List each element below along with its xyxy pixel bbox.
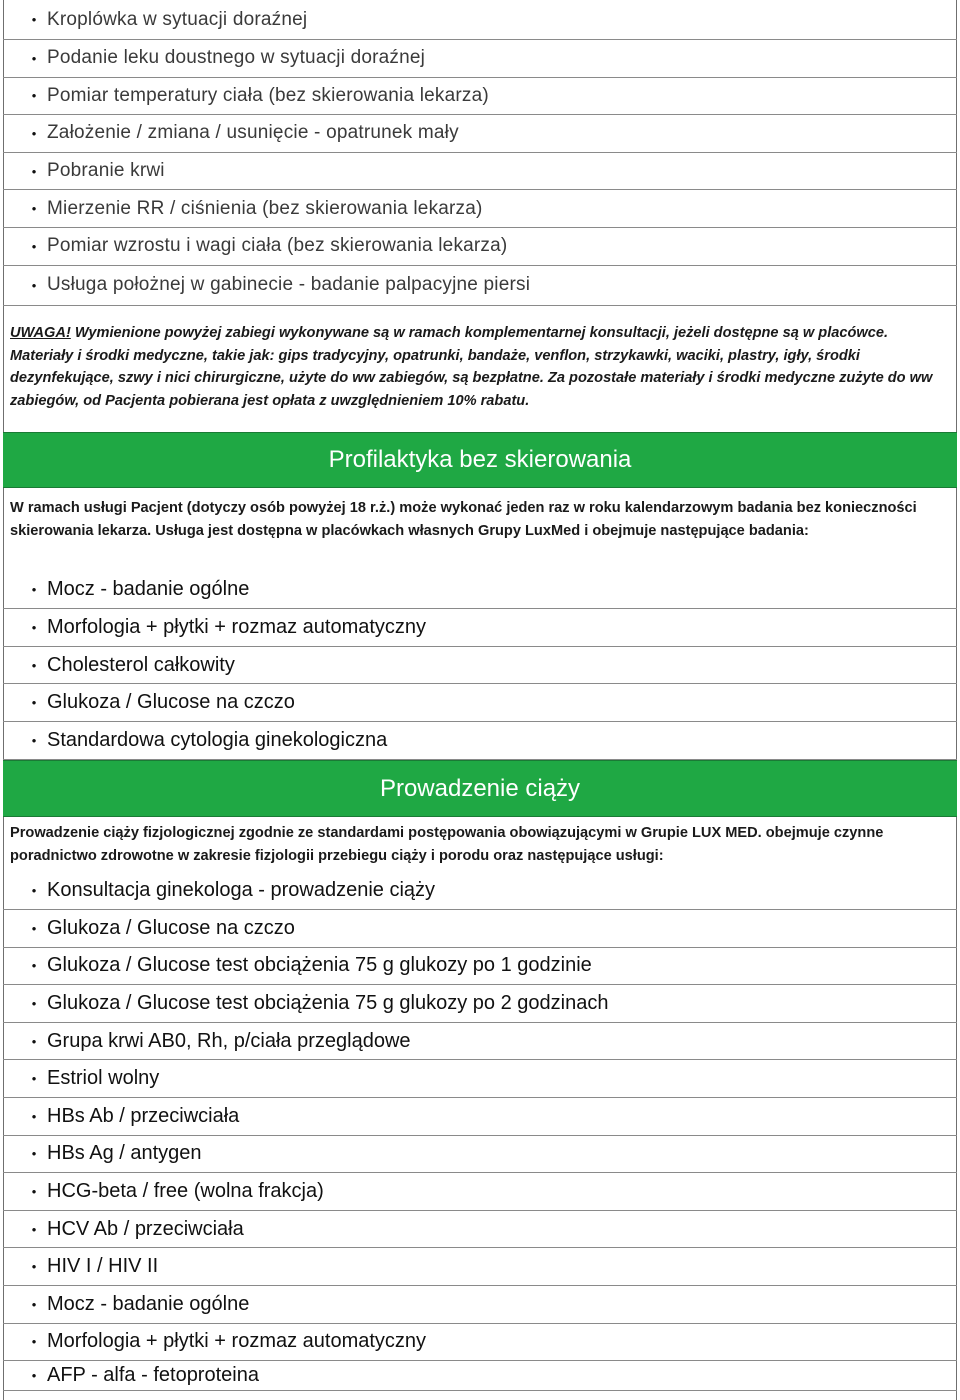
list-item-label: Glukoza / Glucose test obciążenia 75 g glukozy po 2 godzinach [47,991,609,1014]
bullet-icon: • [31,238,37,254]
list-item [3,266,957,306]
bullet-icon: • [31,1259,37,1275]
list-item-label: Glukoza / Glucose na czczo [47,916,295,939]
list-item [3,609,957,647]
list-item [3,1361,957,1391]
list-item-label: Konsultacja ginekologa - prowadzenie ciąży [47,879,436,901]
list-item-label: HIV I / HIV II [47,1255,159,1278]
bullet-icon: • [31,1033,37,1049]
list-item-label: Pomiar wzrostu i wagi ciała (bez skierowania lekarza) [47,235,508,257]
bullet-icon: • [31,695,37,711]
bullet-icon: • [31,920,37,936]
list-item-label: HCV Ab / przeciwciała [47,1217,244,1240]
list-item [3,1136,957,1174]
list-item [3,78,957,116]
bullet-icon: • [31,88,37,104]
list-item-label: Podanie leku doustnego w sytuacji doraźnej [47,47,426,69]
list-item-label: Glukoza / Glucose test obciążenia 75 g glukozy po 1 godzinie [47,954,592,977]
list-item-label: Założenie / zmiana / usunięcie - opatrunek mały [47,122,459,144]
section-title-pregnancy: Prowadzenie ciąży [379,774,581,802]
list-item [3,0,957,40]
bullet-icon: • [31,619,37,635]
list-item-label: Kroplówka w sytuacji doraźnej [47,8,308,30]
bullet-icon: • [31,201,37,217]
list-item-label: Pomiar temperatury ciała (bez skierowania lekarza) [47,84,489,106]
list-item-label: AFP - alfa - fetoproteina [47,1364,259,1387]
list-item-label: Standardowa cytologia ginekologiczna [47,728,388,751]
list-item [3,153,957,191]
list-item [3,647,957,685]
bullet-icon: • [31,163,37,179]
list-item-label: Cholesterol całkowity [47,653,235,676]
list-item [3,228,957,266]
list-item [3,985,957,1023]
section-title-prophylaxis: Profilaktyka bez skierowania [328,446,632,473]
list-item-label: Mierzenie RR / ciśnienia (bez skierowania lekarza) [47,197,483,219]
list-item-label: HBs Ab / przeciwciała [47,1104,240,1127]
list-item-label: Mocz - badanie ogólne [47,578,250,600]
bullet-icon: • [31,1146,37,1162]
warning-note [10,322,950,412]
bullet-icon: • [31,50,37,66]
list-item [3,1060,957,1098]
warning-text: Wymienione powyżej zabiegi wykonywane są w ramach komplementarnej konsultacji, jeżeli dostępne są w placówce. Materiały i środki medyczne, takie jak: gips tradycyjny, opatrunki, bandaże, venflon, strzykawki, waciki, plastry, igły, środki dezynfekujące, szwy i nici chirurgiczne, użyte do ww zabiegów, są bezpłatne. Za pozostałe materiały i środki medyczne zużyte do ww zabiegów, od Pacjenta pobierana jest opłata z uwzględnieniem 10% rabatu. [10,325,933,409]
bullet-icon: • [31,1108,37,1124]
bullet-icon: • [31,732,37,748]
bullet-icon: • [31,1183,37,1199]
bullet-icon: • [31,1368,37,1384]
list-item [3,1248,957,1286]
bullet-icon: • [31,883,37,898]
bullet-icon: • [31,582,37,597]
list-item [3,1324,957,1362]
list-item [3,722,957,760]
list-item [3,684,957,722]
list-item [3,1173,957,1211]
bullet-icon: • [31,1334,37,1350]
list-item [3,1098,957,1136]
bullet-icon: • [31,1071,37,1087]
list-item [3,1023,957,1061]
list-item [3,40,957,78]
list-item [3,872,957,910]
list-item-label: Glukoza / Glucose na czczo [47,691,295,714]
list-item-label: Estriol wolny [47,1067,160,1090]
list-item-label: Morfologia + płytki + rozmaz automatyczny [47,1330,427,1353]
section-header-prophylaxis [3,432,957,488]
list-item [3,948,957,986]
list-item [3,910,957,948]
pregnancy-intro: Prowadzenie ciąży fizjologicznej zgodnie ze standardami postępowania obowiązującymi w Grupie LUX MED. obejmuje czynne poradnictwo zdrowotne w zakresie fizjologii przebiegu ciąży i porodu oraz następujące usługi: [10,825,884,864]
bullet-icon: • [31,125,37,141]
list-item-label: Grupa krwi AB0, Rh, p/ciała przeglądowe [47,1029,411,1052]
bullet-icon: • [31,958,37,974]
bullet-icon: • [31,12,37,27]
bullet-icon: • [31,995,37,1011]
list-item-label: Usługa położnej w gabinecie - badanie palpacyjne piersi [47,274,531,296]
bullet-icon: • [31,1296,37,1312]
list-item-label: Pobranie krwi [47,160,165,182]
list-item-label: Morfologia + płytki + rozmaz automatyczny [47,615,427,638]
list-item [3,1286,957,1324]
list-item [3,1211,957,1249]
bullet-icon: • [31,1221,37,1237]
section-header-pregnancy [3,760,957,817]
list-item-label: Mocz - badanie ogólne [47,1292,250,1315]
list-item [3,115,957,153]
list-item [3,190,957,228]
list-item-label: HBs Ag / antygen [47,1142,202,1165]
bullet-icon: • [31,657,37,673]
prophylaxis-intro: W ramach usługi Pacjent (dotyczy osób powyżej 18 r.ż.) może wykonać jeden raz w roku kalendarzowym badania bez konieczności skierowania lekarza. Usługa jest dostępna w placówkach własnych Grupy LuxMed i obejmuje następujące badania: [10,500,917,539]
bullet-icon: • [31,277,37,293]
warning-label: UWAGA! [10,325,71,341]
list-item [3,571,957,609]
list-item-label: HCG-beta / free (wolna frakcja) [47,1179,324,1202]
